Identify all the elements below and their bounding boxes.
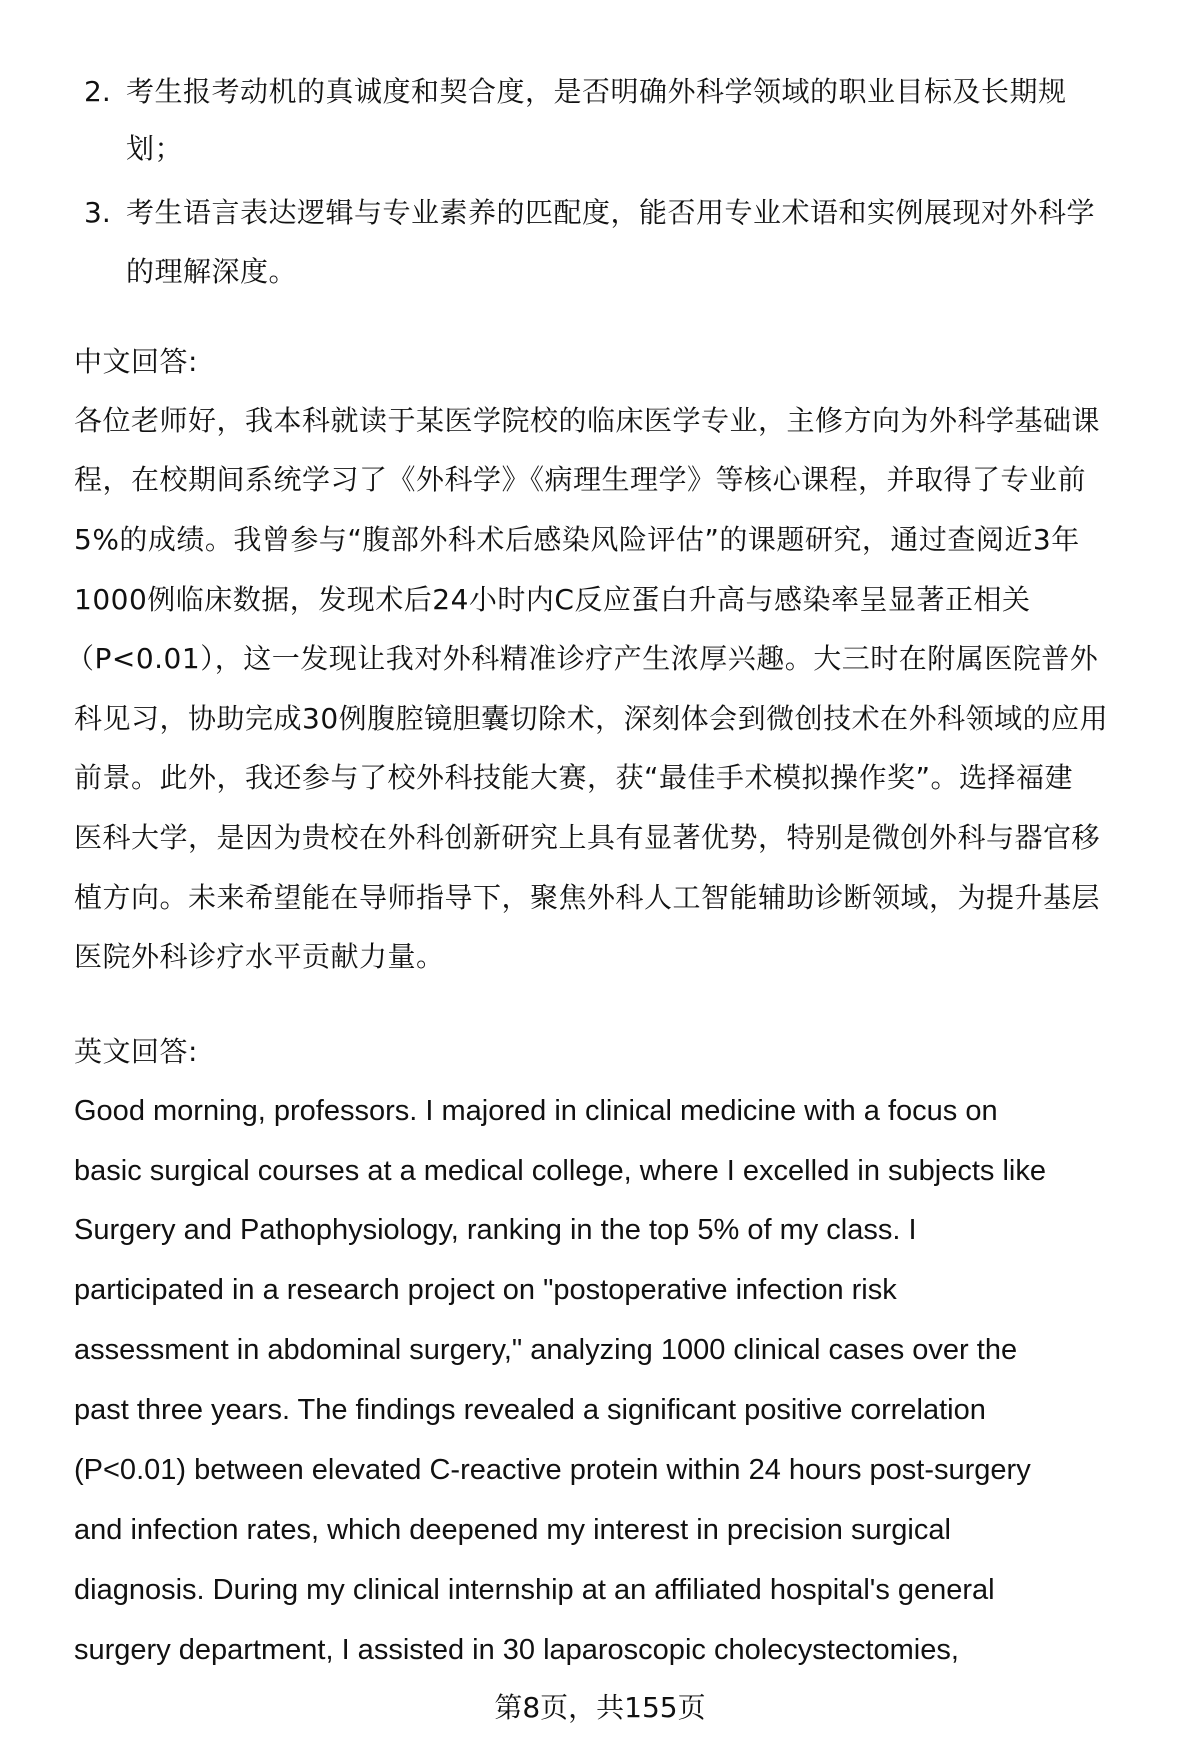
paragraph-line: 医院外科诊疗水平贡献力量。 xyxy=(74,940,445,973)
paragraph-line: （P<0.01），这一发现让我对外科精准诊疗产生浓厚兴趣。大三时在附属医院普外 xyxy=(66,642,1099,675)
list-item-text: 考生报考动机的真诚度和契合度，是否明确外科学领域的职业目标及长期规 xyxy=(126,75,1067,108)
paragraph-line: participated in a research project on "postoperative infection risk xyxy=(74,1274,897,1306)
paragraph-line: diagnosis. During my clinical internship at an affiliated hospital's general xyxy=(74,1574,995,1606)
paragraph-line: basic surgical courses at a medical college, where I excelled in subjects like xyxy=(74,1155,1046,1187)
paragraph-line: 前景。此外，我还参与了校外科技能大赛，获“最佳手术模拟操作奖”。选择福建 xyxy=(74,761,1074,794)
paragraph-line: 植方向。未来希望能在导师指导下，聚焦外科人工智能辅助诊断领域，为提升基层 xyxy=(74,881,1101,914)
paragraph-line: 医科大学，是因为贵校在外科创新研究上具有显著优势，特别是微创外科与器官移 xyxy=(74,821,1101,854)
paragraph-line: Surgery and Pathophysiology, ranking in the top 5% of my class. I xyxy=(74,1214,917,1246)
paragraph-line: and infection rates, which deepened my interest in precision surgical xyxy=(74,1514,951,1546)
list-item-text: 划； xyxy=(126,132,184,165)
page-number: 第8页，共155页 xyxy=(494,1691,706,1724)
list-number: 2. xyxy=(84,75,111,108)
list-number: 3. xyxy=(84,196,111,229)
paragraph-line: 各位老师好，我本科就读于某医学院校的临床医学专业，主修方向为外科学基础课 xyxy=(74,404,1101,437)
section-heading: 中文回答: xyxy=(74,345,198,378)
paragraph-line: surgery department, I assisted in 30 laparoscopic cholecystectomies, xyxy=(74,1634,959,1666)
paragraph-line: past three years. The findings revealed a significant positive correlation xyxy=(74,1394,986,1426)
paragraph-line: 程，在校期间系统学习了《外科学》《病理生理学》等核心课程，并取得了专业前 xyxy=(74,463,1087,496)
list-item-text: 的理解深度。 xyxy=(126,255,298,288)
paragraph-line: 5%的成绩。我曾参与“腹部外科术后感染风险评估”的课题研究，通过查阅近3年 xyxy=(74,523,1080,556)
paragraph-line: (P<0.01) between elevated C-reactive protein within 24 hours post-surgery xyxy=(74,1454,1031,1486)
paragraph-line: assessment in abdominal surgery," analyzing 1000 clinical cases over the xyxy=(74,1334,1018,1366)
paragraph-line: 科见习，协助完成30例腹腔镜胆囊切除术，深刻体会到微创技术在外科领域的应用 xyxy=(74,702,1109,735)
list-item-text: 考生语言表达逻辑与专业素养的匹配度，能否用专业术语和实例展现对外科学 xyxy=(126,196,1096,229)
paragraph-line: 1000例临床数据，发现术后24小时内C反应蛋白升高与感染率呈显著正相关 xyxy=(74,583,1031,616)
paragraph-line: Good morning, professors. I majored in clinical medicine with a focus on xyxy=(74,1095,998,1127)
section-heading: 英文回答: xyxy=(74,1035,198,1068)
